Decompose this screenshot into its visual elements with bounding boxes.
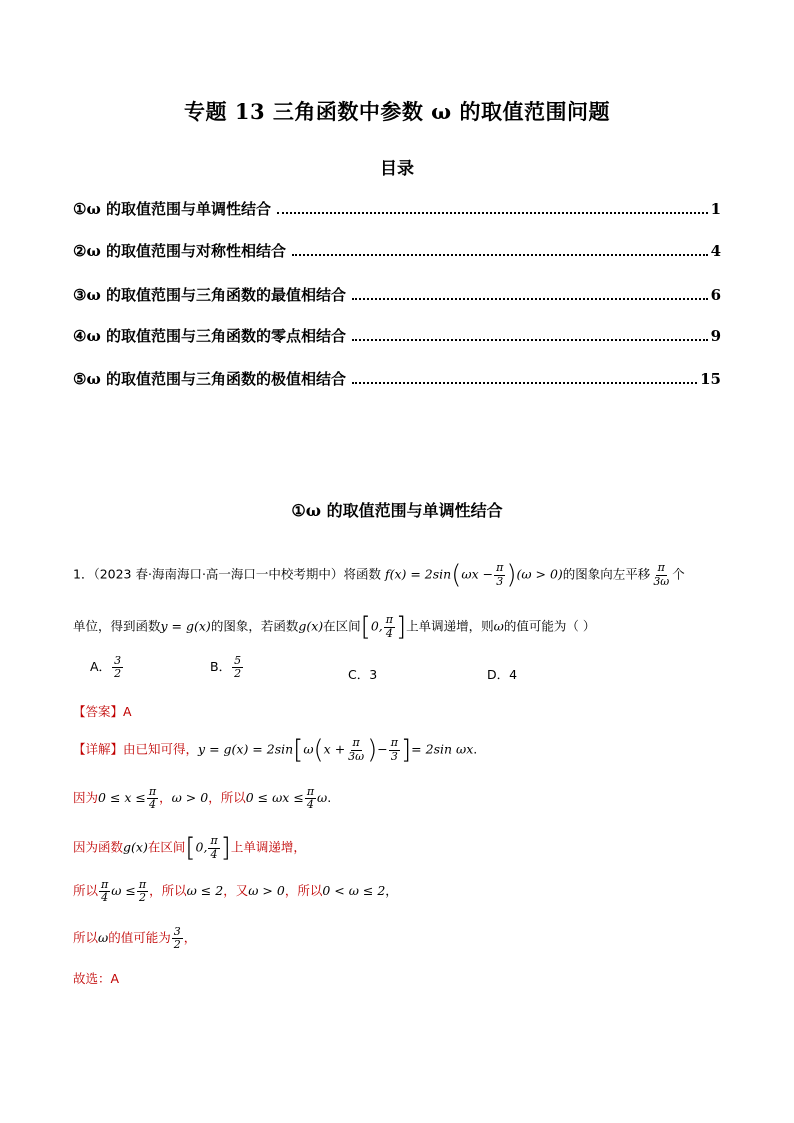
- math-expr: g(x): [123, 839, 148, 855]
- math-expr: 0,: [195, 839, 208, 855]
- section-heading: ①ω 的取值范围与单调性结合: [291, 501, 503, 520]
- explain-line-6: [73, 969, 119, 987]
- question-text: 的值可能为（ ）: [503, 618, 596, 634]
- explain-text: 由已知可得，: [123, 741, 199, 757]
- fraction: $\frac{\pi}{4}$: [385, 613, 393, 640]
- question-text: 在区间: [323, 618, 361, 634]
- option-key: C．: [348, 667, 370, 682]
- page-title: 专题 13 三角函数中参数 ω 的取值范围问题: [184, 99, 610, 124]
- question-text: 单位，得到函数: [73, 618, 161, 634]
- toc-leader: [352, 297, 708, 300]
- question-line-1: 1．（2023 春·海南海口·高一海口一中校考期中）将函数 f(x) = 2sin(ωx − $\frac{\pi}{3}$ )(ω > 0)的图象向左平移 $\frac{\pi}{3\omega}$ 个: [73, 560, 685, 590]
- fraction: $\frac{\pi}{3\omega}$: [348, 736, 365, 763]
- option-key: D．: [487, 667, 510, 682]
- math-expr: y = g(x) = 2sin: [198, 741, 294, 757]
- math-expr: = 2sin ωx: [411, 741, 474, 757]
- toc-leader: [352, 338, 708, 341]
- punct: .: [473, 741, 478, 757]
- explain-text: 所以: [73, 883, 99, 899]
- toc-item[interactable]: [73, 284, 721, 308]
- option-c[interactable]: [348, 665, 377, 683]
- math-expr: −: [377, 741, 388, 757]
- toc-item[interactable]: [73, 240, 721, 264]
- toc-leader: [352, 381, 697, 384]
- explain-text: 故选：: [73, 971, 111, 986]
- explain-text: 上单调递增，: [230, 839, 306, 855]
- punct: .: [327, 790, 332, 806]
- toc-item-page: 4: [710, 242, 721, 260]
- option-b[interactable]: [210, 655, 244, 680]
- explain-text: ，所以: [208, 790, 246, 806]
- toc-item-label: ②ω 的取值范围与对称性相结合: [73, 242, 286, 260]
- option-a[interactable]: [90, 655, 124, 680]
- fraction: $\frac{\pi}{4}$: [101, 878, 109, 905]
- toc-item-label: ④ω 的取值范围与三角函数的零点相结合: [73, 327, 346, 345]
- toc-item-page: 9: [710, 327, 721, 345]
- explain-text: 在区间: [147, 839, 186, 855]
- fraction: $\frac{\pi}{2}$: [138, 878, 147, 905]
- math-expr: ω ≤ 2: [186, 883, 224, 899]
- fraction: $\frac{5}{2}$: [234, 654, 242, 681]
- question-source: （2023 春·海南海口·高一海口一中校考期中）: [93, 566, 344, 582]
- answer-label: 【答案】: [73, 704, 124, 719]
- toc-item-page: 1: [710, 200, 721, 218]
- math-expr: f(x) = 2sin: [384, 566, 452, 582]
- math-expr: ω: [303, 741, 314, 757]
- toc-item-label: ⑤ω 的取值范围与三角函数的极值相结合: [73, 370, 346, 388]
- toc-item-page: 6: [710, 286, 721, 304]
- explain-line-1: 【详解】由已知可得，y = g(x) = 2sin[ω(x + $\frac{\pi}{3\omega}$ )− $\frac{\pi}{3}$ ]= 2sin ωx.: [73, 735, 478, 765]
- option-value: 3: [369, 667, 378, 682]
- math-expr: (ω > 0): [516, 566, 563, 582]
- answer-value: A: [123, 704, 132, 719]
- question-line-2: 单位，得到函数y = g(x)的图象，若函数g(x)在区间[0, $\frac{\pi}{4}$ ]上单调递增，则ω的值可能为（ ）: [73, 612, 596, 642]
- math-expr: x +: [323, 741, 346, 757]
- explain-line-4: [73, 879, 398, 904]
- explain-text: ，所以: [284, 883, 323, 899]
- math-expr: y = g(x): [160, 618, 211, 634]
- explain-line-5: [73, 926, 196, 951]
- math-expr: 0,: [370, 618, 383, 634]
- fraction: $\frac{\pi}{4}$: [148, 785, 157, 812]
- fraction: $\frac{\pi}{4}$: [306, 785, 315, 812]
- punct: ，: [159, 790, 172, 806]
- explain-text: ，所以: [149, 883, 187, 899]
- math-expr: ωx −: [461, 566, 494, 582]
- option-value: 4: [509, 667, 518, 682]
- punct: ，: [385, 883, 398, 899]
- question-text: 上单调递增，则: [406, 618, 494, 634]
- option-d[interactable]: [487, 665, 517, 683]
- fraction: $\frac{3}{2}$: [114, 654, 122, 681]
- option-key: A．: [90, 659, 112, 675]
- toc-item-label: ③ω 的取值范围与三角函数的最值相结合: [73, 286, 346, 304]
- question-text: 的图象，若函数: [210, 618, 299, 634]
- fraction: $\frac{\pi}{3}$: [496, 561, 504, 588]
- math-expr: g(x): [298, 618, 324, 634]
- fraction: $\frac{\pi}{3\omega}$: [653, 561, 670, 588]
- toc-leader: [277, 211, 708, 214]
- explain-text: 所以: [73, 930, 99, 946]
- toc-item[interactable]: [73, 368, 721, 392]
- fraction: $\frac{\pi}{3}$: [390, 736, 399, 763]
- toc-item[interactable]: [73, 325, 721, 349]
- question-number: 1．: [73, 566, 94, 582]
- math-expr: ω > 0: [171, 790, 209, 806]
- option-key: B．: [210, 659, 232, 675]
- toc-item-page: 15: [700, 370, 721, 388]
- explain-text: 的值可能为: [108, 930, 171, 946]
- math-expr: 0 < ω ≤ 2: [322, 883, 386, 899]
- explain-label: 【详解】: [73, 741, 124, 757]
- toc-item[interactable]: [73, 198, 721, 222]
- math-expr: ω: [317, 790, 328, 806]
- explain-text: ，又: [223, 883, 249, 899]
- question-text: 的图象向左平移: [562, 566, 651, 582]
- question-text: 将函数: [343, 566, 381, 582]
- math-expr: ω: [493, 618, 504, 634]
- math-expr: ω ≤: [111, 883, 136, 899]
- explain-value: A: [110, 971, 120, 986]
- fraction: $\frac{3}{2}$: [173, 925, 181, 952]
- math-expr: ω > 0: [248, 883, 285, 899]
- question-text: 个: [672, 566, 685, 582]
- math-expr: 0 ≤ x ≤: [98, 790, 146, 806]
- explain-text: 因为: [73, 790, 99, 806]
- toc-heading: 目录: [380, 159, 414, 179]
- math-expr: ω: [98, 930, 109, 946]
- toc-leader: [292, 253, 708, 256]
- toc-item-label: ①ω 的取值范围与单调性结合: [73, 200, 271, 218]
- explain-line-2: [73, 786, 331, 811]
- math-expr: 0 ≤ ωx ≤: [245, 790, 304, 806]
- explain-line-3: 因为函数g(x)在区间[0, $\frac{\pi}{4}$ ]上单调递增，: [73, 833, 306, 863]
- fraction: $\frac{\pi}{4}$: [210, 834, 218, 861]
- answer-line: [73, 702, 132, 720]
- explain-text: 因为函数: [73, 839, 124, 855]
- punct: ，: [183, 930, 197, 946]
